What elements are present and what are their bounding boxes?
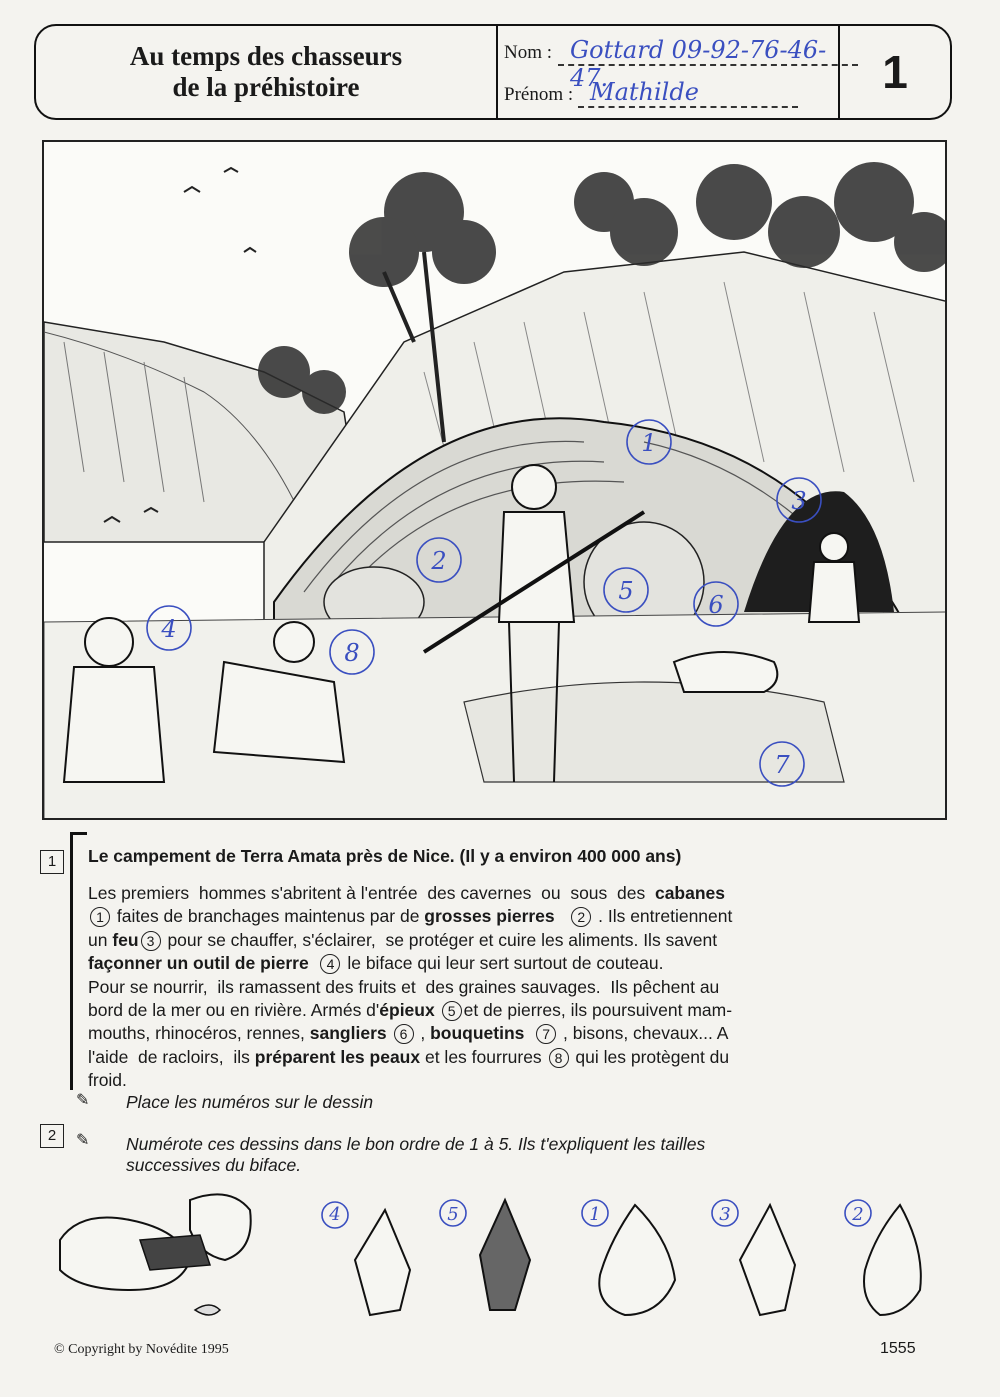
nom-field[interactable]: Gottard 09-92-76-46-47.	[570, 36, 827, 92]
section-1-bracket	[70, 832, 87, 1090]
section-2-instruction-line-1: Numérote ces dessins dans le bon ordre de 1 à 5. Ils t'expliquent les tailles	[126, 1134, 706, 1154]
section-1-paragraph: Les premiers hommes s'abritent à l'entrée des cavernes ou sous des cabanes 1 faites de branchages maintenus par de grosses pierres 2 . Ils entretiennent un feu 3 pour se chauffer, s'éclairer, se protéger et cuire les aliments. Ils savent façonner un outil de pierre 4 le biface qui leur sert surtout de couteau. Pour se nourrir, ils ramassent des fruits et des graines sauvages. Ils pêchent au bord de la mer ou en rivière. Armés d'épieux 5 et de pierres, ils poursuivent mam- mouths, rhinocéros, rennes, sangliers 6 , bouquetins 7 , bisons, chevaux... A l'aide de racloirs, ils préparent les peaux et les fourrures 8 qui les protègent du froid.	[88, 883, 733, 1091]
worksheet-header	[34, 24, 952, 120]
prenom-field[interactable]: Mathilde	[590, 78, 699, 106]
nom-label: Nom :	[504, 42, 553, 63]
picture-label-7: 7	[774, 751, 790, 779]
sheet-code: 1555	[880, 1340, 916, 1357]
section-2-number: 2	[40, 1124, 64, 1148]
picture-label-3: 3	[791, 487, 807, 515]
copyright-notice: © Copyright by Novédite 1995	[54, 1342, 229, 1357]
biface-answer-3[interactable]: 1	[589, 1204, 601, 1225]
section-2-instruction-line-2: successives du biface.	[126, 1155, 302, 1175]
pencil-icon: ✎	[76, 1092, 90, 1109]
section-1-number: 1	[40, 850, 64, 874]
picture-label-6: 6	[708, 591, 724, 619]
picture-label-4: 4	[161, 615, 177, 643]
prenom-line	[578, 106, 798, 108]
picture-label-8: 8	[344, 639, 360, 667]
picture-label-5: 5	[618, 577, 634, 605]
illustration-campsite	[42, 140, 947, 820]
biface-drawings	[40, 1180, 950, 1330]
prenom-label: Prénom :	[504, 84, 574, 105]
section-1-instruction: Place les numéros sur le dessin	[126, 1092, 374, 1112]
name-fields	[498, 26, 840, 118]
biface-answer-1[interactable]: 4	[329, 1204, 341, 1225]
campsite-drawing	[44, 142, 947, 820]
picture-label-1: 1	[641, 429, 657, 457]
biface-answer-4[interactable]: 3	[719, 1204, 731, 1225]
biface-answer-5[interactable]: 2	[852, 1204, 864, 1225]
title-line-2: de la préhistoire	[172, 72, 360, 102]
section-1-heading: Le campement de Terra Amata près de Nice. (Il y a environ 400 000 ans)	[88, 846, 682, 866]
picture-label-2: 2	[431, 547, 447, 575]
biface-answer-2[interactable]: 5	[447, 1204, 459, 1225]
pencil-icon: ✎	[76, 1132, 90, 1149]
title-line-1: Au temps des chasseurs	[129, 41, 403, 71]
biface-drawing-row	[40, 1180, 950, 1330]
sheet-number: 1	[882, 46, 908, 98]
worksheet-title	[36, 26, 498, 118]
